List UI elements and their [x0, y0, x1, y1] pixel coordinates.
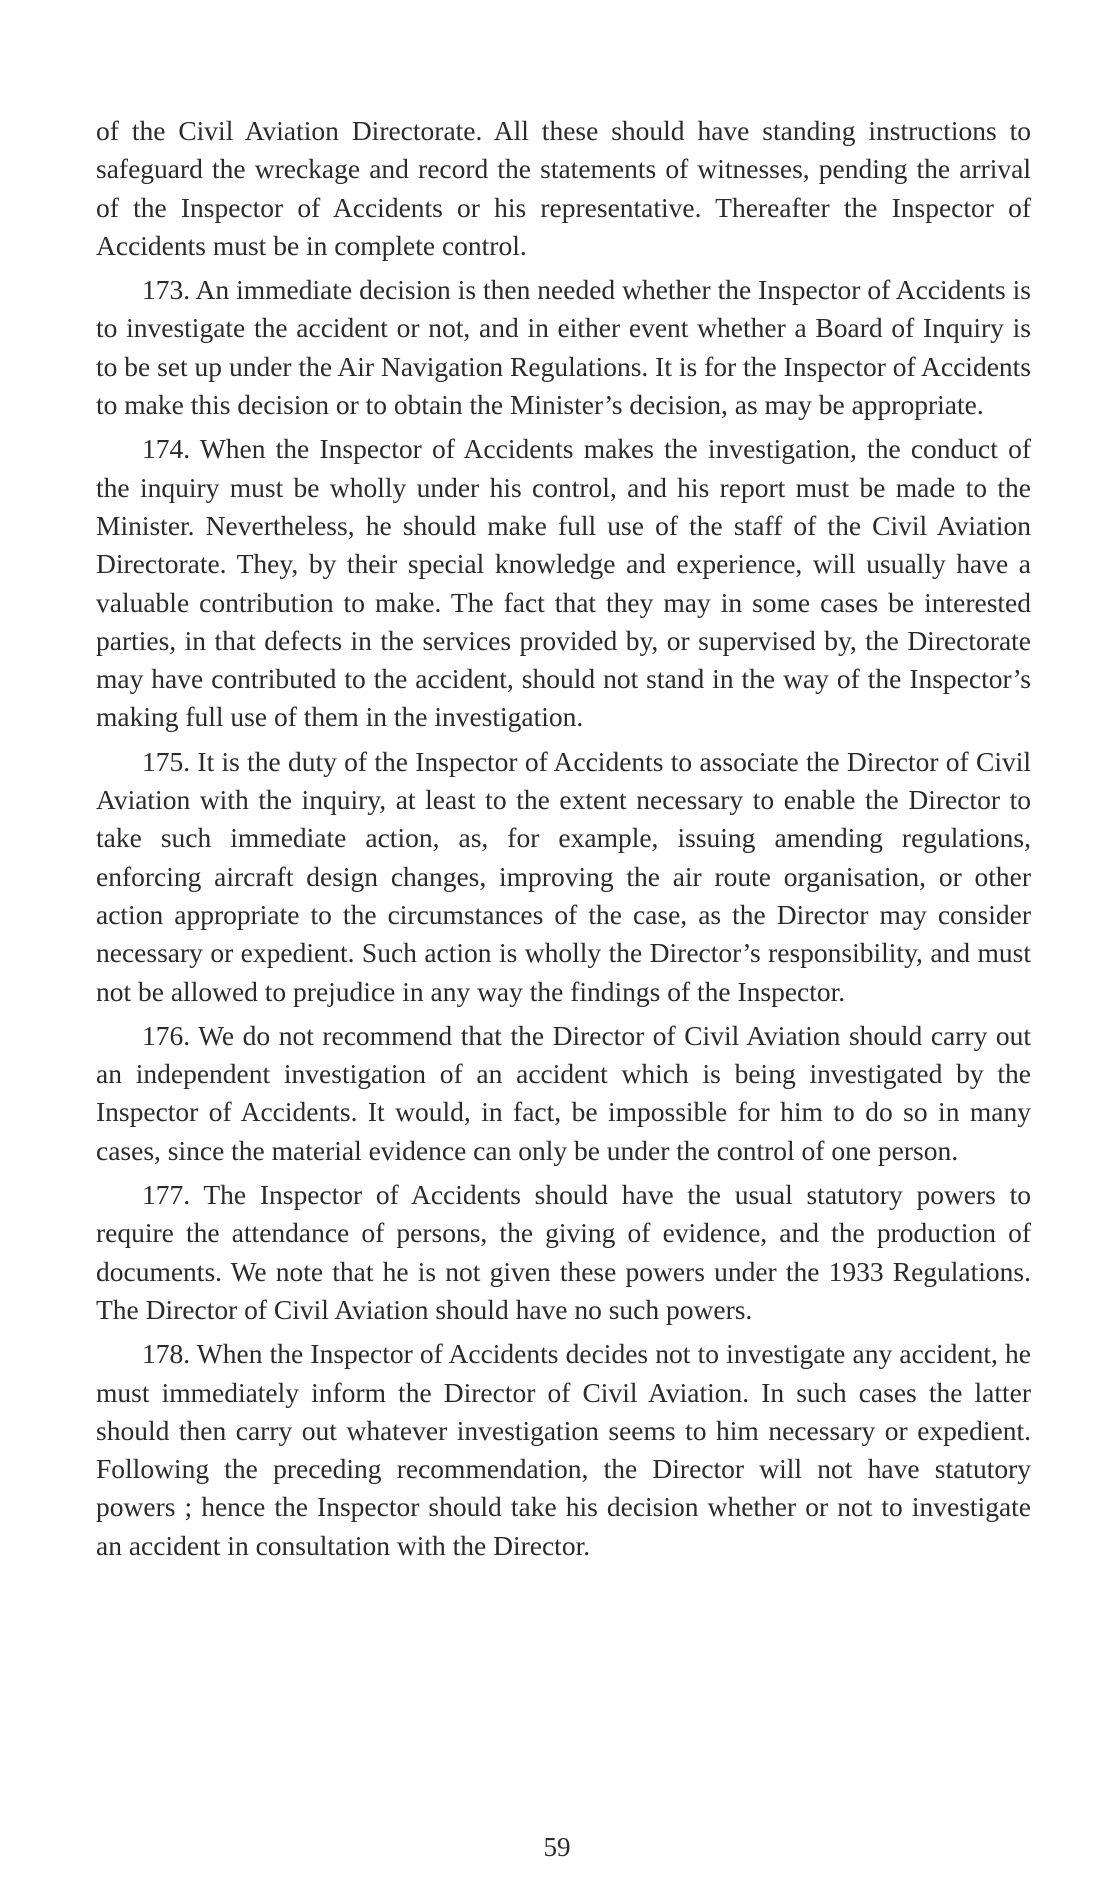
paragraph-175: 175. It is the duty of the Inspector of Accidents to associate the Director of Civil Aviation with the inquiry, at least to the extent necessary to enable the Director to take such immediate action, as, for example, issuing amending regulations, enforcing aircraft design changes, improving the air route organisation, or other action appropriate to the circumstances of the case, as the Director may consider necessary or expedient. Such action is wholly the Director’s responsibility, and must not be allowed to prejudice in any way the findings of the Inspector. — [96, 745, 1031, 1007]
page-body — [96, 112, 1031, 1571]
paragraph-176: 176. We do not recommend that the Director of Civil Aviation should carry out an independent investigation of an accident which is being investigated by the Inspector of Accidents. It would, in fact, be impossible for him to do so in many cases, since the material evidence can only be under the control of one person. — [96, 1019, 1031, 1166]
paragraph-173: 173. An immediate decision is then needed whether the Inspector of Accidents is to investigate the accident or not, and in either event whether a Board of Inquiry is to be set up under the Air Navigation Regulations. It is for the Inspector of Accidents to make this decision or to obtain the Minister’s decision, as may be appropriate. — [96, 274, 1031, 421]
paragraph-178: 178. When the Inspector of Accidents decides not to investigate any accident, he must immediately inform the Director of Civil Aviation. In such cases the latter should then carry out whatever investigation seems to him necessary or expedient. Following the preceding recommendation, the Director will not have statutory powers ; hence the Inspector should take his decision whether or not to investigate an accident in consultation with the Director. — [96, 1338, 1031, 1561]
paragraph-174: 174. When the Inspector of Accidents makes the investigation, the conduct of the inquiry must be wholly under his control, and his report must be made to the Minister. Nevertheless, he should make full use of the staff of the Civil Aviation Directorate. They, by their special knowledge and experience, will usually have a valuable contribution to make. The fact that they may in some cases be interested parties, in that defects in the services provided by, or supervised by, the Directorate may have contributed to the accident, should not stand in the way of the Inspector’s making full use of them in the investigation. — [96, 433, 1031, 733]
paragraph-continued: of the Civil Aviation Directorate. All these should have standing instructions to safeguard the wreckage and record the statements of witnesses, pending the arrival of the Inspector of Accidents or his representative. Thereafter the Inspector of Accidents must be in complete control. — [96, 115, 1031, 261]
page-number: 59 — [543, 1832, 571, 1862]
paragraph-177: 177. The Inspector of Accidents should have the usual statutory powers to require the attendance of persons, the giving of evidence, and the production of documents. We note that he is not given these powers under the 1933 Regulations. The Director of Civil Aviation should have no such powers. — [96, 1179, 1031, 1325]
